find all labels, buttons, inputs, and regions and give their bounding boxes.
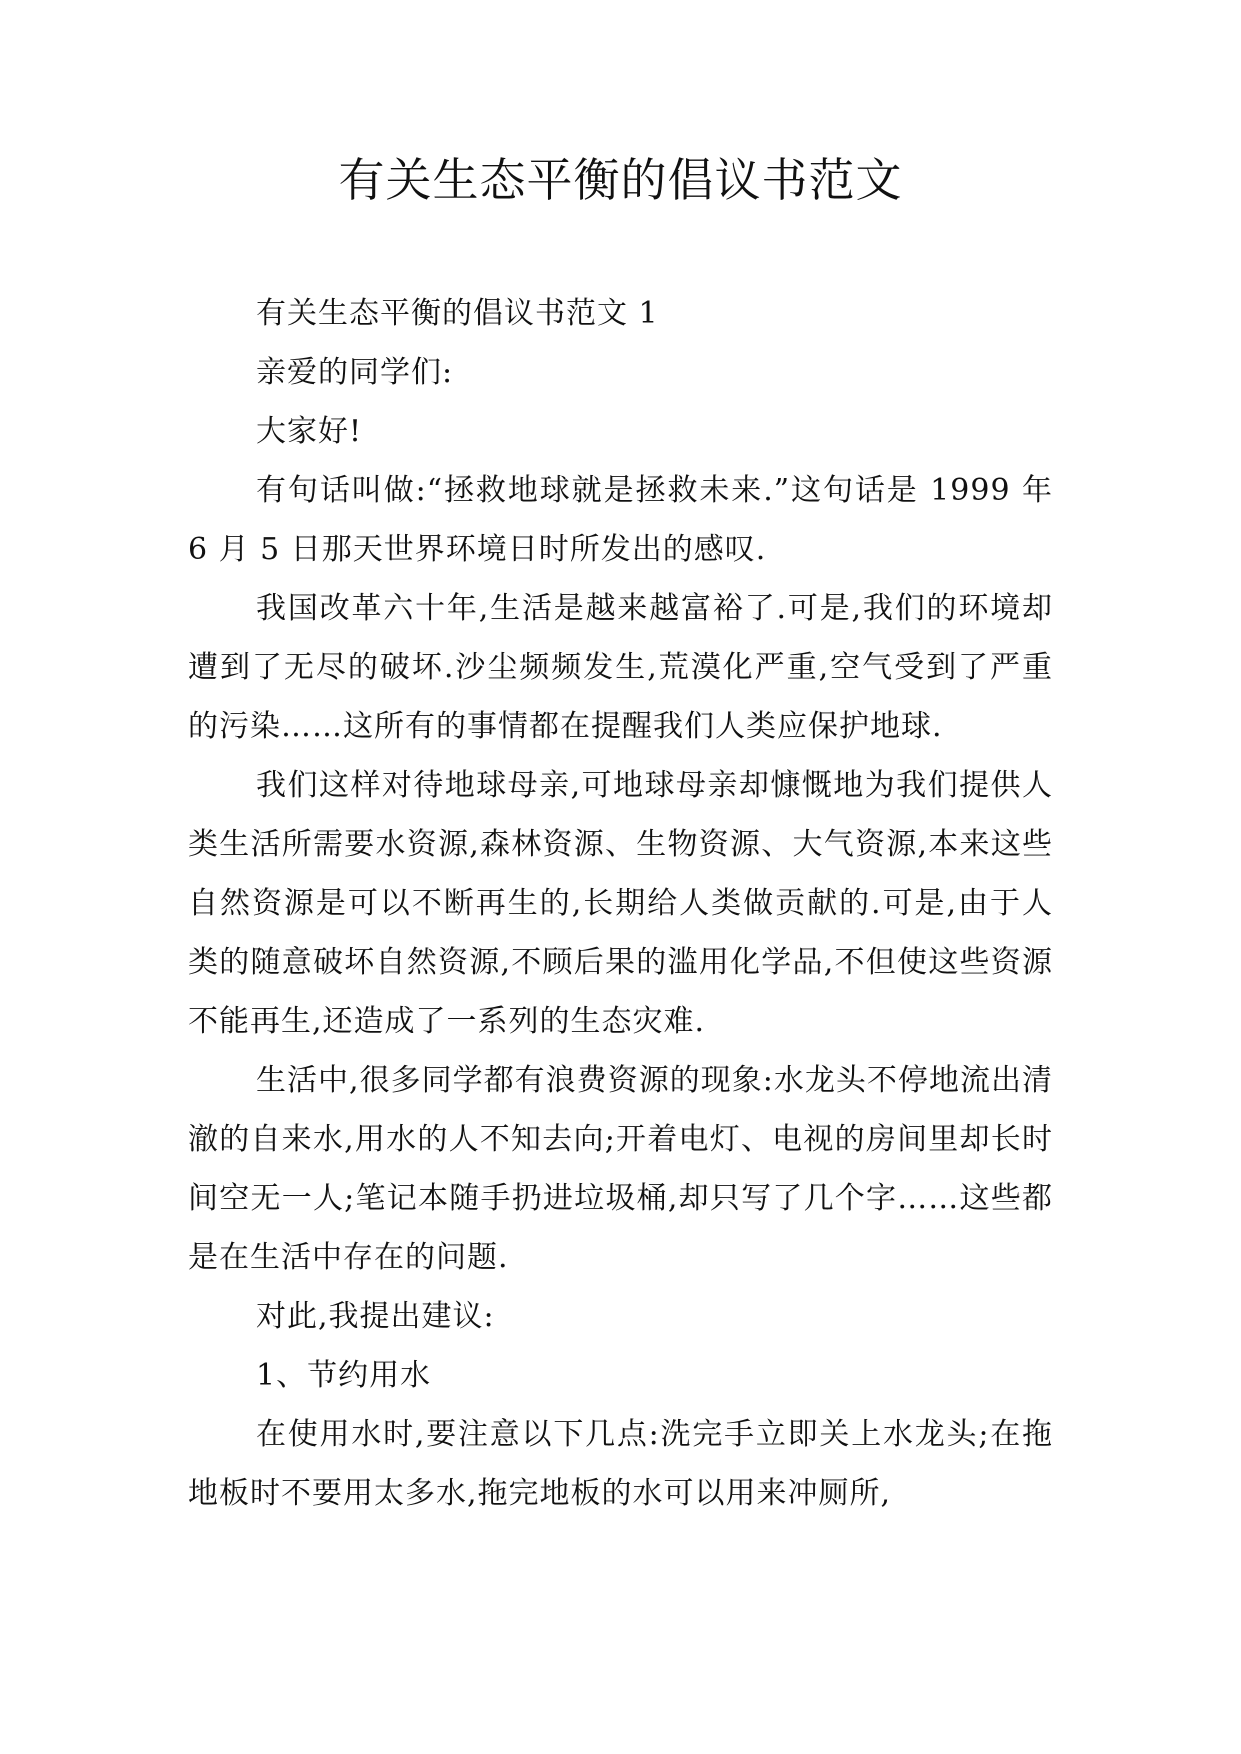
section-heading: 有关生态平衡的倡议书范文 1	[256, 296, 659, 331]
greeting: 大家好!	[256, 414, 363, 449]
salutation: 亲爱的同学们:	[256, 355, 454, 390]
paragraph-quote: 有句话叫做:“拯救地球就是拯救未来.”这句话是 1999 年 6 月 5 日那天世界环境日时所发出的感叹.	[188, 473, 1053, 567]
list-item-heading: 1、节约用水	[256, 1358, 432, 1393]
paragraph-waste: 生活中,很多同学都有浪费资源的现象:水龙头不停地流出清澈的自来水,用水的人不知去向;开着电灯、电视的房间里却长时间空无一人;笔记本随手扔进垃圾桶,却只写了几个字……这些都是在生活中存在的问题.	[188, 1063, 1053, 1275]
document-body	[188, 284, 1053, 1523]
paragraph-suggestion-intro: 对此,我提出建议:	[256, 1299, 495, 1334]
document-title: 有关生态平衡的倡议书范文	[338, 153, 903, 207]
paragraph-resources: 我们这样对待地球母亲,可地球母亲却慷慨地为我们提供人类生活所需要水资源,森林资源、生物资源、大气资源,本来这些自然资源是可以不断再生的,长期给人类做贡献的.可是,由于人类的随意破坏自然资源,不顾后果的滥用化学品,不但使这些资源不能再生,还造成了一系列的生态灾难.	[188, 768, 1053, 1039]
paragraph-environment: 我国改革六十年,生活是越来越富裕了.可是,我们的环境却遭到了无尽的破坏.沙尘频频发生,荒漠化严重,空气受到了严重的污染……这所有的事情都在提醒我们人类应保护地球.	[188, 591, 1053, 744]
paragraph-water-tips: 在使用水时,要注意以下几点:洗完手立即关上水龙头;在拖地板时不要用太多水,拖完地板的水可以用来冲厕所,	[188, 1417, 1053, 1511]
